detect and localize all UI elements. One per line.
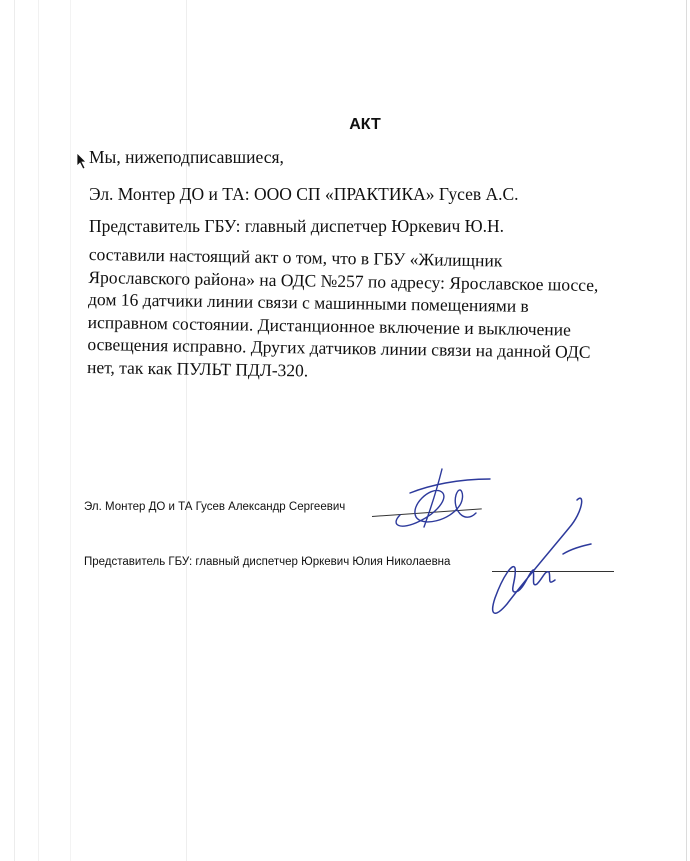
body-line: составили настоящий акт о том, что в ГБУ «Жилищник bbox=[88, 243, 503, 271]
body-line: нет, так как ПУЛЬТ ПДЛ-320. bbox=[86, 356, 309, 380]
scan-artifact-line bbox=[14, 0, 15, 861]
representative-handwritten-signature bbox=[485, 492, 595, 622]
representative-signature-caption: Представитель ГБУ: главный диспетчер Юркевич Юлия Николаевна bbox=[84, 556, 451, 568]
representative-line: Представитель ГБУ: главный диспетчер Юркевич Ю.Н. bbox=[89, 216, 505, 236]
scan-artifact-line bbox=[38, 0, 39, 861]
document-title: АКТ bbox=[349, 116, 381, 133]
monter-line: Эл. Монтер ДО и ТА: ООО СП «ПРАКТИКА» Гусев А.С. bbox=[89, 184, 519, 204]
scan-artifact-line bbox=[686, 0, 687, 861]
monter-handwritten-signature bbox=[380, 465, 495, 535]
body-line: освещения исправно. Других датчиков линии связи на данной ОДС bbox=[87, 333, 591, 362]
intro-line: Мы, нижеподписавшиеся, bbox=[89, 147, 284, 167]
body-line: дом 16 датчики линии связи с машинными помещениями в bbox=[87, 288, 529, 316]
act-body-paragraph bbox=[87, 243, 649, 387]
monter-signature-caption: Эл. Монтер ДО и ТА Гусев Александр Сергеевич bbox=[84, 501, 346, 513]
body-line: исправном состоянии. Дистанционное включение и выключение bbox=[87, 311, 572, 340]
scan-artifact-line bbox=[186, 0, 187, 861]
scan-artifact-line bbox=[70, 0, 71, 861]
body-line: Ярославского района» на ОДС №257 по адресу: Ярославское шоссе, bbox=[88, 266, 599, 295]
mouse-pointer-icon bbox=[76, 152, 88, 170]
